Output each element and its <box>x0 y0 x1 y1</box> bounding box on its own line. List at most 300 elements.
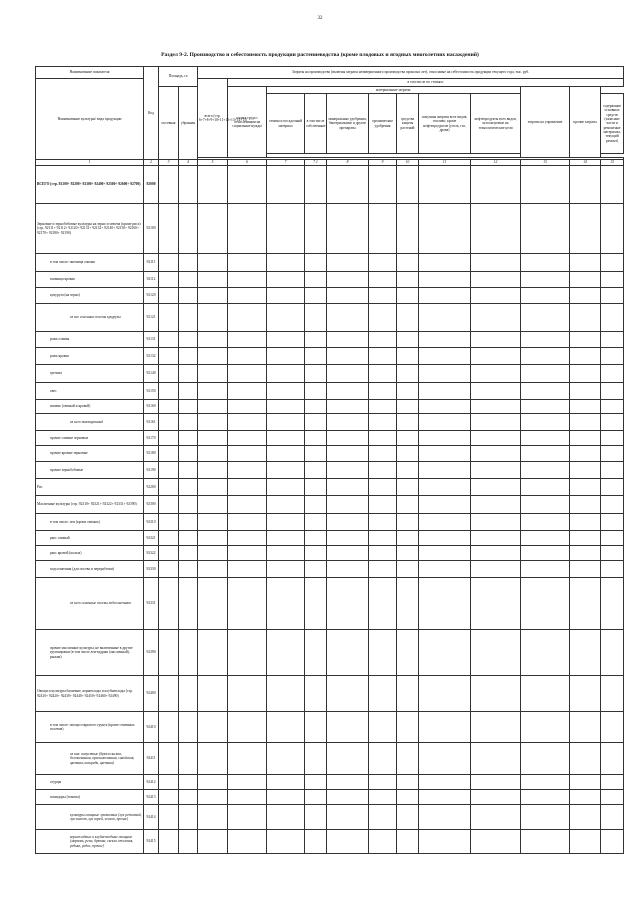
value-cell[interactable] <box>397 383 419 400</box>
value-cell[interactable] <box>601 383 624 400</box>
value-cell[interactable] <box>419 561 471 578</box>
value-cell[interactable] <box>369 365 397 383</box>
value-cell[interactable] <box>179 383 198 400</box>
value-cell[interactable] <box>397 204 419 254</box>
value-cell[interactable] <box>267 712 305 743</box>
value-cell[interactable] <box>267 496 305 514</box>
value-cell[interactable] <box>369 531 397 546</box>
value-cell[interactable] <box>198 775 228 790</box>
value-cell[interactable] <box>159 288 179 304</box>
value-cell[interactable] <box>369 479 397 496</box>
value-cell[interactable] <box>327 830 369 854</box>
value-cell[interactable] <box>179 332 198 348</box>
value-cell[interactable] <box>397 288 419 304</box>
value-cell[interactable] <box>369 546 397 561</box>
value-cell[interactable] <box>198 462 228 479</box>
value-cell[interactable] <box>327 400 369 414</box>
value-cell[interactable] <box>198 332 228 348</box>
value-cell[interactable] <box>397 676 419 712</box>
value-cell[interactable] <box>179 712 198 743</box>
value-cell[interactable] <box>179 166 198 204</box>
value-cell[interactable] <box>198 743 228 775</box>
value-cell[interactable] <box>327 332 369 348</box>
value-cell[interactable] <box>521 446 570 462</box>
value-cell[interactable] <box>471 790 521 805</box>
value-cell[interactable] <box>601 676 624 712</box>
value-cell[interactable] <box>419 204 471 254</box>
value-cell[interactable] <box>228 204 267 254</box>
value-cell[interactable] <box>267 790 305 805</box>
value-cell[interactable] <box>570 414 601 431</box>
value-cell[interactable] <box>198 166 228 204</box>
value-cell[interactable] <box>570 304 601 332</box>
value-cell[interactable] <box>521 304 570 332</box>
value-cell[interactable] <box>601 712 624 743</box>
value-cell[interactable] <box>267 166 305 204</box>
value-cell[interactable] <box>570 332 601 348</box>
value-cell[interactable] <box>198 805 228 830</box>
value-cell[interactable] <box>179 304 198 332</box>
value-cell[interactable] <box>179 578 198 630</box>
value-cell[interactable] <box>521 790 570 805</box>
value-cell[interactable] <box>228 531 267 546</box>
value-cell[interactable] <box>327 348 369 365</box>
value-cell[interactable] <box>471 446 521 462</box>
value-cell[interactable] <box>471 479 521 496</box>
value-cell[interactable] <box>419 400 471 414</box>
value-cell[interactable] <box>159 561 179 578</box>
value-cell[interactable] <box>159 676 179 712</box>
value-cell[interactable] <box>397 479 419 496</box>
value-cell[interactable] <box>305 805 327 830</box>
value-cell[interactable] <box>397 254 419 272</box>
value-cell[interactable] <box>369 830 397 854</box>
value-cell[interactable] <box>198 531 228 546</box>
value-cell[interactable] <box>601 775 624 790</box>
value-cell[interactable] <box>159 166 179 204</box>
value-cell[interactable] <box>601 462 624 479</box>
value-cell[interactable] <box>397 166 419 204</box>
value-cell[interactable] <box>369 805 397 830</box>
value-cell[interactable] <box>471 414 521 431</box>
value-cell[interactable] <box>327 304 369 332</box>
value-cell[interactable] <box>419 531 471 546</box>
value-cell[interactable] <box>419 431 471 446</box>
value-cell[interactable] <box>369 676 397 712</box>
value-cell[interactable] <box>369 578 397 630</box>
value-cell[interactable] <box>570 830 601 854</box>
value-cell[interactable] <box>327 462 369 479</box>
value-cell[interactable] <box>327 414 369 431</box>
value-cell[interactable] <box>397 400 419 414</box>
value-cell[interactable] <box>228 288 267 304</box>
value-cell[interactable] <box>198 304 228 332</box>
value-cell[interactable] <box>369 712 397 743</box>
value-cell[interactable] <box>179 561 198 578</box>
value-cell[interactable] <box>267 288 305 304</box>
value-cell[interactable] <box>267 254 305 272</box>
value-cell[interactable] <box>228 578 267 630</box>
value-cell[interactable] <box>305 332 327 348</box>
value-cell[interactable] <box>601 790 624 805</box>
value-cell[interactable] <box>228 348 267 365</box>
value-cell[interactable] <box>327 272 369 288</box>
value-cell[interactable] <box>521 414 570 431</box>
value-cell[interactable] <box>327 496 369 514</box>
value-cell[interactable] <box>198 561 228 578</box>
value-cell[interactable] <box>198 712 228 743</box>
value-cell[interactable] <box>601 304 624 332</box>
value-cell[interactable] <box>159 304 179 332</box>
value-cell[interactable] <box>471 775 521 790</box>
value-cell[interactable] <box>369 400 397 414</box>
value-cell[interactable] <box>570 805 601 830</box>
value-cell[interactable] <box>419 272 471 288</box>
value-cell[interactable] <box>305 496 327 514</box>
value-cell[interactable] <box>521 272 570 288</box>
value-cell[interactable] <box>471 531 521 546</box>
value-cell[interactable] <box>570 383 601 400</box>
value-cell[interactable] <box>397 272 419 288</box>
value-cell[interactable] <box>601 805 624 830</box>
value-cell[interactable] <box>159 332 179 348</box>
value-cell[interactable] <box>471 272 521 288</box>
value-cell[interactable] <box>471 204 521 254</box>
value-cell[interactable] <box>327 514 369 531</box>
value-cell[interactable] <box>327 630 369 676</box>
value-cell[interactable] <box>198 272 228 288</box>
value-cell[interactable] <box>471 514 521 531</box>
value-cell[interactable] <box>471 561 521 578</box>
value-cell[interactable] <box>179 546 198 561</box>
value-cell[interactable] <box>267 446 305 462</box>
value-cell[interactable] <box>267 479 305 496</box>
value-cell[interactable] <box>267 561 305 578</box>
value-cell[interactable] <box>570 365 601 383</box>
value-cell[interactable] <box>267 204 305 254</box>
value-cell[interactable] <box>369 462 397 479</box>
value-cell[interactable] <box>228 630 267 676</box>
value-cell[interactable] <box>159 743 179 775</box>
value-cell[interactable] <box>521 348 570 365</box>
value-cell[interactable] <box>327 790 369 805</box>
value-cell[interactable] <box>521 676 570 712</box>
value-cell[interactable] <box>228 676 267 712</box>
value-cell[interactable] <box>570 630 601 676</box>
value-cell[interactable] <box>521 561 570 578</box>
value-cell[interactable] <box>471 676 521 712</box>
value-cell[interactable] <box>228 561 267 578</box>
value-cell[interactable] <box>159 365 179 383</box>
value-cell[interactable] <box>228 479 267 496</box>
value-cell[interactable] <box>369 446 397 462</box>
value-cell[interactable] <box>369 496 397 514</box>
value-cell[interactable] <box>521 204 570 254</box>
value-cell[interactable] <box>305 790 327 805</box>
value-cell[interactable] <box>179 446 198 462</box>
value-cell[interactable] <box>179 431 198 446</box>
value-cell[interactable] <box>471 496 521 514</box>
value-cell[interactable] <box>570 531 601 546</box>
value-cell[interactable] <box>305 630 327 676</box>
value-cell[interactable] <box>327 254 369 272</box>
value-cell[interactable] <box>305 414 327 431</box>
value-cell[interactable] <box>179 400 198 414</box>
value-cell[interactable] <box>419 830 471 854</box>
value-cell[interactable] <box>521 775 570 790</box>
value-cell[interactable] <box>369 561 397 578</box>
value-cell[interactable] <box>397 414 419 431</box>
value-cell[interactable] <box>570 462 601 479</box>
value-cell[interactable] <box>601 830 624 854</box>
value-cell[interactable] <box>419 496 471 514</box>
value-cell[interactable] <box>397 805 419 830</box>
value-cell[interactable] <box>397 531 419 546</box>
value-cell[interactable] <box>305 514 327 531</box>
value-cell[interactable] <box>228 332 267 348</box>
value-cell[interactable] <box>228 462 267 479</box>
value-cell[interactable] <box>601 561 624 578</box>
value-cell[interactable] <box>179 514 198 531</box>
value-cell[interactable] <box>305 546 327 561</box>
value-cell[interactable] <box>179 204 198 254</box>
value-cell[interactable] <box>471 431 521 446</box>
value-cell[interactable] <box>267 630 305 676</box>
value-cell[interactable] <box>521 805 570 830</box>
value-cell[interactable] <box>267 775 305 790</box>
value-cell[interactable] <box>228 272 267 288</box>
value-cell[interactable] <box>397 304 419 332</box>
value-cell[interactable] <box>419 166 471 204</box>
value-cell[interactable] <box>228 400 267 414</box>
value-cell[interactable] <box>327 204 369 254</box>
value-cell[interactable] <box>601 496 624 514</box>
value-cell[interactable] <box>228 775 267 790</box>
value-cell[interactable] <box>198 414 228 431</box>
value-cell[interactable] <box>521 743 570 775</box>
value-cell[interactable] <box>179 414 198 431</box>
value-cell[interactable] <box>198 446 228 462</box>
value-cell[interactable] <box>198 383 228 400</box>
value-cell[interactable] <box>471 365 521 383</box>
value-cell[interactable] <box>601 400 624 414</box>
value-cell[interactable] <box>198 431 228 446</box>
value-cell[interactable] <box>305 676 327 712</box>
value-cell[interactable] <box>419 446 471 462</box>
value-cell[interactable] <box>419 383 471 400</box>
value-cell[interactable] <box>471 383 521 400</box>
value-cell[interactable] <box>198 365 228 383</box>
value-cell[interactable] <box>159 383 179 400</box>
value-cell[interactable] <box>305 383 327 400</box>
value-cell[interactable] <box>228 254 267 272</box>
value-cell[interactable] <box>521 830 570 854</box>
value-cell[interactable] <box>159 775 179 790</box>
value-cell[interactable] <box>327 712 369 743</box>
value-cell[interactable] <box>327 676 369 712</box>
value-cell[interactable] <box>179 348 198 365</box>
value-cell[interactable] <box>521 578 570 630</box>
value-cell[interactable] <box>159 496 179 514</box>
value-cell[interactable] <box>305 166 327 204</box>
value-cell[interactable] <box>521 630 570 676</box>
value-cell[interactable] <box>198 578 228 630</box>
value-cell[interactable] <box>159 254 179 272</box>
value-cell[interactable] <box>419 790 471 805</box>
value-cell[interactable] <box>198 546 228 561</box>
value-cell[interactable] <box>159 479 179 496</box>
value-cell[interactable] <box>305 446 327 462</box>
value-cell[interactable] <box>601 531 624 546</box>
value-cell[interactable] <box>471 546 521 561</box>
value-cell[interactable] <box>419 332 471 348</box>
value-cell[interactable] <box>159 578 179 630</box>
value-cell[interactable] <box>397 446 419 462</box>
value-cell[interactable] <box>419 546 471 561</box>
value-cell[interactable] <box>305 400 327 414</box>
value-cell[interactable] <box>397 561 419 578</box>
value-cell[interactable] <box>397 830 419 854</box>
value-cell[interactable] <box>305 743 327 775</box>
value-cell[interactable] <box>327 431 369 446</box>
value-cell[interactable] <box>570 496 601 514</box>
value-cell[interactable] <box>179 743 198 775</box>
value-cell[interactable] <box>471 712 521 743</box>
value-cell[interactable] <box>471 805 521 830</box>
value-cell[interactable] <box>267 805 305 830</box>
value-cell[interactable] <box>179 830 198 854</box>
value-cell[interactable] <box>471 400 521 414</box>
value-cell[interactable] <box>471 630 521 676</box>
value-cell[interactable] <box>419 288 471 304</box>
value-cell[interactable] <box>327 743 369 775</box>
value-cell[interactable] <box>159 630 179 676</box>
value-cell[interactable] <box>570 743 601 775</box>
value-cell[interactable] <box>601 272 624 288</box>
value-cell[interactable] <box>159 805 179 830</box>
value-cell[interactable] <box>369 414 397 431</box>
value-cell[interactable] <box>267 431 305 446</box>
value-cell[interactable] <box>159 400 179 414</box>
value-cell[interactable] <box>471 332 521 348</box>
value-cell[interactable] <box>570 578 601 630</box>
value-cell[interactable] <box>267 531 305 546</box>
value-cell[interactable] <box>179 254 198 272</box>
value-cell[interactable] <box>601 332 624 348</box>
value-cell[interactable] <box>521 288 570 304</box>
value-cell[interactable] <box>419 743 471 775</box>
value-cell[interactable] <box>179 531 198 546</box>
value-cell[interactable] <box>521 365 570 383</box>
value-cell[interactable] <box>179 462 198 479</box>
value-cell[interactable] <box>159 431 179 446</box>
value-cell[interactable] <box>570 166 601 204</box>
value-cell[interactable] <box>267 400 305 414</box>
value-cell[interactable] <box>601 254 624 272</box>
value-cell[interactable] <box>419 414 471 431</box>
value-cell[interactable] <box>369 514 397 531</box>
value-cell[interactable] <box>267 743 305 775</box>
value-cell[interactable] <box>267 348 305 365</box>
value-cell[interactable] <box>570 348 601 365</box>
value-cell[interactable] <box>198 288 228 304</box>
value-cell[interactable] <box>327 365 369 383</box>
value-cell[interactable] <box>601 630 624 676</box>
value-cell[interactable] <box>198 254 228 272</box>
value-cell[interactable] <box>198 400 228 414</box>
value-cell[interactable] <box>471 288 521 304</box>
value-cell[interactable] <box>397 496 419 514</box>
value-cell[interactable] <box>267 414 305 431</box>
value-cell[interactable] <box>397 775 419 790</box>
value-cell[interactable] <box>305 204 327 254</box>
value-cell[interactable] <box>228 166 267 204</box>
value-cell[interactable] <box>228 414 267 431</box>
value-cell[interactable] <box>179 365 198 383</box>
value-cell[interactable] <box>198 204 228 254</box>
value-cell[interactable] <box>419 348 471 365</box>
value-cell[interactable] <box>369 166 397 204</box>
value-cell[interactable] <box>327 446 369 462</box>
value-cell[interactable] <box>570 254 601 272</box>
value-cell[interactable] <box>327 383 369 400</box>
value-cell[interactable] <box>419 578 471 630</box>
value-cell[interactable] <box>601 546 624 561</box>
value-cell[interactable] <box>228 431 267 446</box>
value-cell[interactable] <box>267 272 305 288</box>
value-cell[interactable] <box>179 288 198 304</box>
value-cell[interactable] <box>267 332 305 348</box>
value-cell[interactable] <box>327 775 369 790</box>
value-cell[interactable] <box>267 578 305 630</box>
value-cell[interactable] <box>521 383 570 400</box>
value-cell[interactable] <box>570 479 601 496</box>
value-cell[interactable] <box>179 496 198 514</box>
value-cell[interactable] <box>601 431 624 446</box>
value-cell[interactable] <box>327 479 369 496</box>
value-cell[interactable] <box>305 304 327 332</box>
value-cell[interactable] <box>267 676 305 712</box>
value-cell[interactable] <box>369 431 397 446</box>
value-cell[interactable] <box>305 348 327 365</box>
value-cell[interactable] <box>267 830 305 854</box>
value-cell[interactable] <box>397 365 419 383</box>
value-cell[interactable] <box>419 630 471 676</box>
value-cell[interactable] <box>327 531 369 546</box>
value-cell[interactable] <box>198 630 228 676</box>
value-cell[interactable] <box>521 496 570 514</box>
value-cell[interactable] <box>228 546 267 561</box>
value-cell[interactable] <box>471 166 521 204</box>
value-cell[interactable] <box>570 775 601 790</box>
value-cell[interactable] <box>521 400 570 414</box>
value-cell[interactable] <box>397 743 419 775</box>
value-cell[interactable] <box>369 254 397 272</box>
value-cell[interactable] <box>570 790 601 805</box>
value-cell[interactable] <box>198 830 228 854</box>
value-cell[interactable] <box>305 712 327 743</box>
value-cell[interactable] <box>369 288 397 304</box>
value-cell[interactable] <box>521 531 570 546</box>
value-cell[interactable] <box>397 546 419 561</box>
value-cell[interactable] <box>179 805 198 830</box>
value-cell[interactable] <box>267 383 305 400</box>
value-cell[interactable] <box>179 272 198 288</box>
value-cell[interactable] <box>179 630 198 676</box>
value-cell[interactable] <box>521 712 570 743</box>
value-cell[interactable] <box>159 712 179 743</box>
value-cell[interactable] <box>198 348 228 365</box>
